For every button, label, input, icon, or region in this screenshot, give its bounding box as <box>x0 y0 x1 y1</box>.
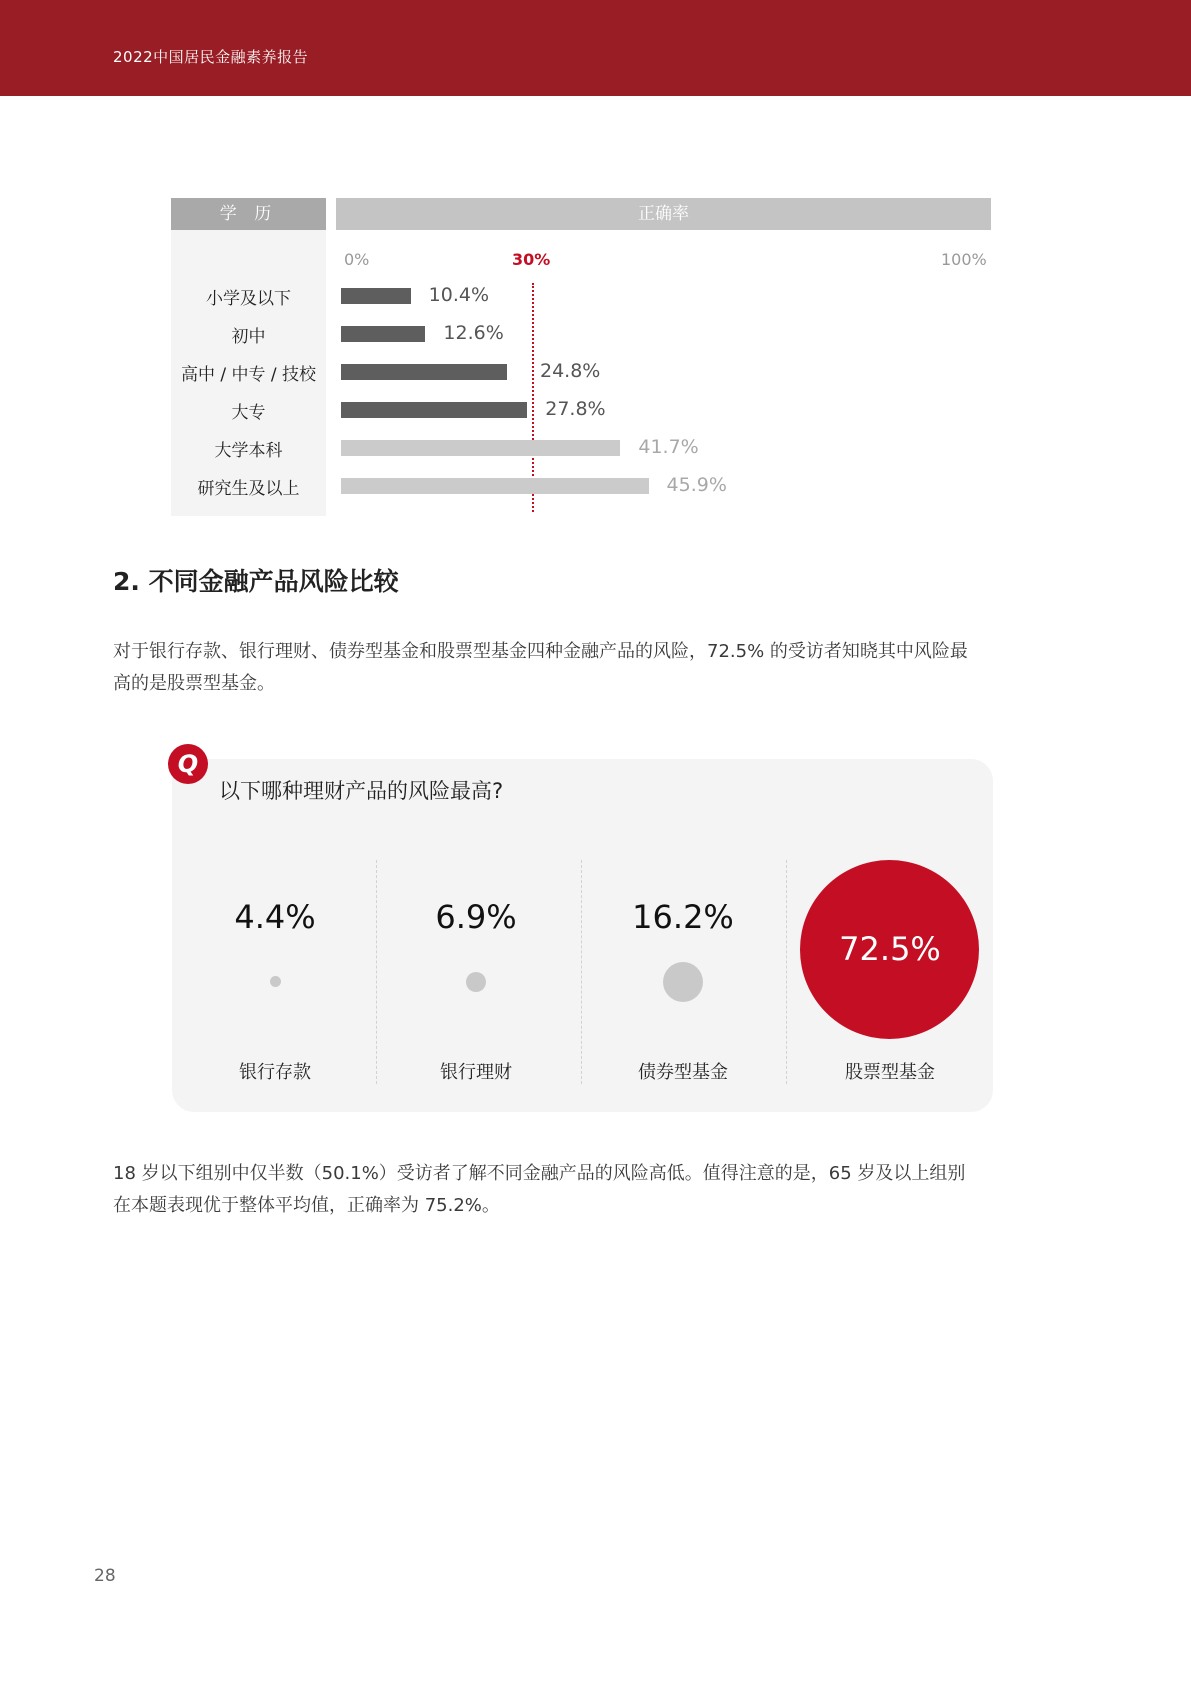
data-label: 45.9% <box>666 474 727 496</box>
conclusion-line-2: 在本题表现优于整体平均值，正确率为 75.2%。 <box>113 1195 500 1216</box>
tick-reference: 30% <box>512 250 551 269</box>
bar <box>341 478 649 494</box>
data-label: 10.4% <box>428 284 490 306</box>
category-label: 大专 <box>231 403 266 423</box>
option-3-percent: 16.2% <box>632 898 734 936</box>
section-paragraph-line-2: 高的是股票型基金。 <box>113 673 275 694</box>
bar <box>341 440 620 456</box>
page-number: 28 <box>94 1566 116 1586</box>
bar <box>341 364 507 380</box>
option-2-label: 银行理财 <box>440 1062 512 1083</box>
category-label: 小学及以下 <box>206 289 291 309</box>
option-1-label: 银行存款 <box>239 1062 311 1083</box>
bar <box>341 326 425 342</box>
conclusion-line-1: 18 岁以下组别中仅半数（50.1%）受访者了解不同金融产品的风险高低。值得注意的是，65 岁及以上组别 <box>113 1163 966 1184</box>
column-divider <box>376 860 377 1084</box>
bar <box>341 288 411 304</box>
option-3-bubble <box>663 962 703 1002</box>
category-label: 初中 <box>231 327 266 347</box>
chart-category-header: 学 历 <box>171 198 326 230</box>
tick-0: 0% <box>344 250 370 269</box>
data-label: 41.7% <box>638 436 699 458</box>
question-badge: Q <box>168 744 208 784</box>
option-2-bubble <box>466 972 486 992</box>
question-text: 以下哪种理财产品的风险最高? <box>219 779 504 803</box>
category-label: 高中 / 中专 / 技校 <box>180 365 317 385</box>
section-heading: 2. 不同金融产品风险比较 <box>113 567 399 596</box>
education-accuracy-chart <box>0 0 1191 520</box>
data-label: 24.8% <box>540 360 601 382</box>
option-2-percent: 6.9% <box>435 898 517 936</box>
option-4-label: 股票型基金 <box>845 1062 935 1083</box>
tick-100: 100% <box>941 250 987 269</box>
chart-value-header: 正确率 <box>336 198 991 230</box>
option-3-label: 债券型基金 <box>638 1062 728 1083</box>
section-paragraph-line-1: 对于银行存款、银行理财、债券型基金和股票型基金四种金融产品的风险，72.5% 的受访者知晓其中风险最 <box>113 641 968 662</box>
category-label: 大学本科 <box>214 441 283 461</box>
data-label: 12.6% <box>443 322 504 344</box>
bar <box>341 402 527 418</box>
column-divider <box>581 860 582 1084</box>
category-label: 研究生及以上 <box>197 479 300 499</box>
report-title: 2022中国居民金融素养报告 <box>113 48 309 66</box>
data-label: 27.8% <box>545 398 606 420</box>
option-1-bubble <box>270 976 281 987</box>
option-1-percent: 4.4% <box>234 898 316 936</box>
option-4-percent: 72.5% <box>839 930 941 968</box>
column-divider <box>786 860 787 1084</box>
